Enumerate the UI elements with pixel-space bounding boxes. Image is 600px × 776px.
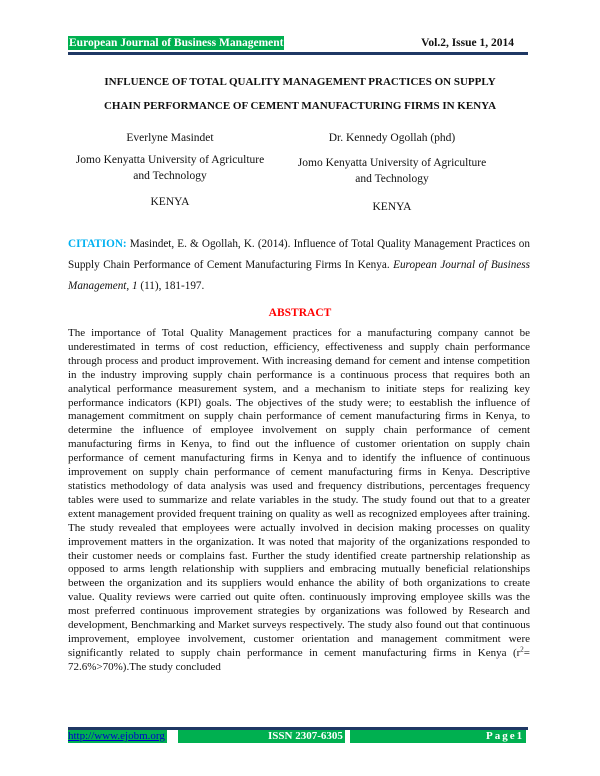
- affiliation-line: and Technology: [355, 173, 429, 185]
- author-name: Everlyne Masindet: [126, 132, 214, 144]
- paper-title: [68, 70, 532, 118]
- author-name: Dr. Kennedy Ogollah (phd): [328, 132, 456, 144]
- header-rule: [68, 52, 528, 55]
- author-block-1: [70, 130, 270, 210]
- footer-band: [350, 730, 486, 743]
- abstract-text: The importance of Total Quality Management practices for a manufacturing company cannot be underestimated in terms of cost reduction, efficiency, effectiveness and supply chain performance through process and product improvement. With increasing demand for cement and intense competition in the industry improving supply chain performance is a continuous process that requires both an analytical performance measurement system, and a mechanism to initiate steps for realizing key performance indicators (KPI) goals. The objectives of the study were; to eestablish the influence of management commitment on supply chain performance of cement manufacturing firms in Kenya, to determine the influence of employee involvement on supply chain performance of cement manufacturing firms in Kenya, to find out the influence of customer orientation on supply chain performance of cement manufacturing firms in Kenya and to identify the influence of continuous improvement on supply chain performance of cement manufacturing firms in Kenya. Descriptive statistics methodology of data analysis was used and frequency distributions, percentages frequency tables were used to summarize and relate variables in the study. The study found out that to a greater extent management provided frequent training on quality as well as recognized employees after training. The study revealed that employees were actually involved in decision making processes on quality improvement matters in the organization. It was noted that majority of the organizations responded to their customer needs or complains fast. Further the study identified create partnership relationship as opposed to arms length relationship with suppliers and embracing mutually beneficial relationships between the organization and its suppliers would enhance the ability of both organizations to create value. Quality reviews were carried out quite often. continuously improving employee skills was the most preferred continuous improvement strategies by organizations was followed by Research and development, Benchmarking and Market surveys respectively. The study also found out that continuous improvement, employee involvement, customer orientation and management commitment were significantly related to supply chain performance in cement manufacturing firms in Kenya (r: [68, 327, 530, 659]
- footer-issn: ISSN 2307-6305: [268, 730, 343, 742]
- affiliation-line: Jomo Kenyatta University of Agriculture: [297, 157, 487, 169]
- journal-name: European Journal of Business Management: [69, 37, 284, 49]
- citation: [68, 234, 530, 297]
- citation-details: (11), 181-197.: [137, 280, 205, 292]
- author-affiliation: [288, 155, 496, 187]
- abstract-superscript: 2: [520, 645, 524, 654]
- affiliation-line: Jomo Kenyatta University of Agriculture: [75, 154, 265, 166]
- footer-page-number: Page1: [486, 730, 525, 742]
- abstract-body: [68, 327, 530, 675]
- author-country: KENYA: [372, 201, 412, 213]
- volume-issue: Vol.2, Issue 1, 2014: [421, 37, 514, 49]
- citation-label: CITATION:: [68, 238, 127, 250]
- title-line-1: INFLUENCE OF TOTAL QUALITY MANAGEMENT PRACTICES ON SUPPLY: [104, 76, 496, 88]
- footer-band: [178, 730, 268, 743]
- author-block-2: [288, 130, 496, 215]
- title-line-2: CHAIN PERFORMANCE OF CEMENT MANUFACTURING FIRMS IN KENYA: [103, 100, 497, 112]
- citation-text: Masindet, E. & Ogollah, K. (2014). Influence of Total Quality Management Practices on Supply Chain Performance of Cement Manufacturing Firms In Kenya.: [68, 238, 530, 271]
- author-affiliation: [70, 152, 270, 184]
- footer-url-link[interactable]: http://www.ejobm.org: [68, 730, 165, 742]
- affiliation-line: and Technology: [133, 170, 207, 182]
- citation-journal: European Journal of Business Management, 1: [68, 259, 530, 292]
- abstract-text-end: = 72.6%>70%).The study concluded: [68, 646, 530, 673]
- author-country: KENYA: [150, 196, 190, 208]
- abstract-heading: ABSTRACT: [268, 307, 332, 319]
